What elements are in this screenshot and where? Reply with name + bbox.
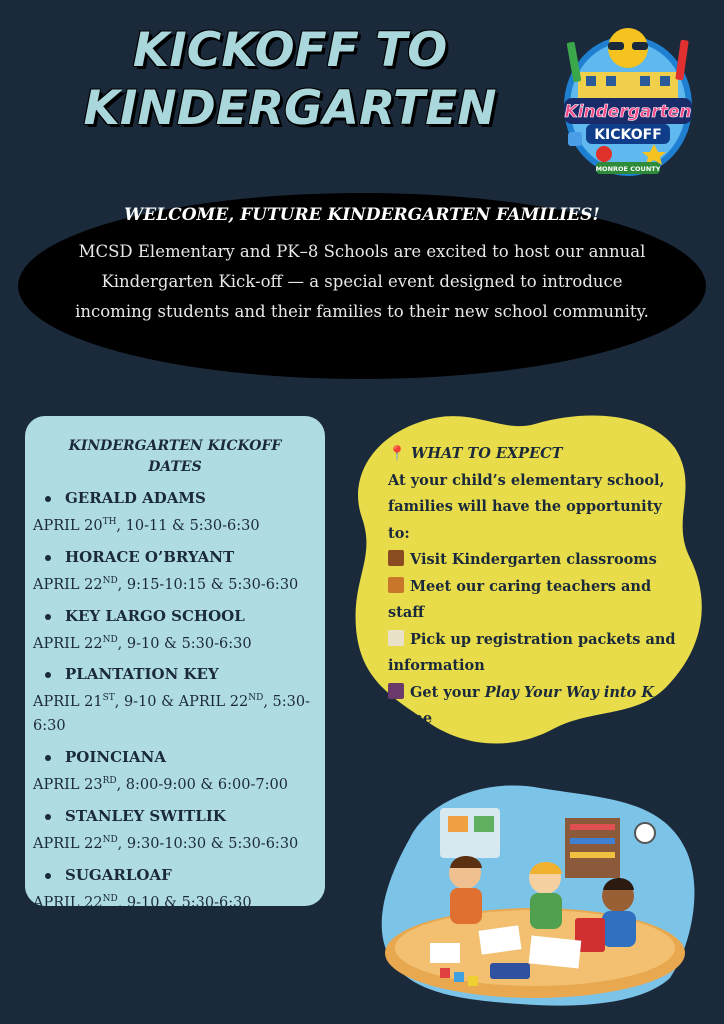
schedule-pre: APRIL 23	[33, 777, 103, 794]
logo-county: MONROE COUNTY	[595, 165, 661, 173]
schedule-sup: TH	[102, 517, 117, 527]
school-schedule	[25, 686, 325, 738]
school-schedule	[25, 828, 325, 856]
school-schedule	[25, 510, 325, 538]
school-schedule	[25, 628, 325, 656]
schedule-pre: APRIL 21	[33, 694, 103, 711]
schedule-post: , 9:30-10:30 & 5:30-6:30	[117, 835, 299, 852]
schedule-pre: APRIL 22	[33, 835, 103, 852]
welcome-body: MCSD Elementary and PK–8 Schools are excited to host our annual Kindergarten Kick-off — a special event designed to introduce incoming students and their families to their new school community.	[75, 242, 649, 321]
logo-text-line2: KICKOFF	[594, 127, 662, 143]
expect-item	[388, 547, 678, 574]
schedule-pre: APRIL 22	[33, 635, 103, 652]
memo-icon	[388, 630, 404, 646]
kickoff-dates-list	[25, 486, 325, 922]
kickoff-school-entry	[25, 486, 325, 538]
expect-item-text: Pick up registration packets and information	[388, 630, 676, 674]
expect-item	[388, 627, 678, 680]
schedule-post2: , 5:30-6:30	[33, 694, 310, 735]
schedule-sup2: ND	[248, 693, 264, 704]
what-to-expect-text	[388, 441, 678, 733]
kickoff-school-entry	[25, 745, 325, 797]
schedule-sup: ND	[102, 575, 118, 586]
what-to-expect-intro: At your child’s elementary school, families will have the opportunity to:	[388, 471, 665, 542]
kickoff-school-entry	[25, 604, 325, 656]
teacher-icon	[388, 577, 404, 593]
schedule-sup: ND	[102, 835, 118, 846]
pin-icon: 📍	[388, 445, 407, 462]
welcome-heading: WELCOME, FUTURE KINDERGARTEN FAMILIES!	[124, 205, 600, 225]
kickoff-school-entry	[25, 545, 325, 597]
kickoff-school-entry	[25, 662, 325, 738]
schedule-post: , 9-10 & 5:30-6:30	[117, 635, 252, 652]
page-title	[30, 22, 550, 138]
what-to-expect-title: WHAT TO EXPECT	[411, 445, 563, 462]
expect-item	[388, 680, 678, 733]
page-title-line2: KINDERGARTEN	[83, 81, 497, 136]
schedule-pre: APRIL 20	[33, 517, 103, 534]
schedule-pre: APRIL 22	[33, 576, 103, 593]
kickoff-dates-title: KINDERGARTEN KICKOFF DATES	[68, 438, 282, 475]
schedule-post: , 9-10 & 5:30-6:30	[117, 894, 252, 911]
expect-item-text: Get your	[410, 683, 485, 701]
expect-item	[388, 574, 678, 627]
school-schedule	[25, 769, 325, 797]
schedule-pre: APRIL 22	[33, 894, 103, 911]
classroom-illustration	[370, 778, 700, 1006]
school-name: PLANTATION KEY	[25, 662, 325, 686]
what-to-expect-heading	[388, 441, 678, 468]
kickoff-school-entry	[25, 863, 325, 915]
expect-item-tail: game	[388, 710, 433, 727]
expect-item-text: Meet our caring teachers and staff	[388, 577, 652, 621]
school-name: STANLEY SWITLIK	[25, 804, 325, 828]
what-to-expect-items	[388, 547, 678, 733]
schedule-post: , 9:15-10:15 & 5:30-6:30	[117, 576, 299, 593]
schedule-post: , 10-11 & 5:30-6:30	[116, 517, 260, 534]
kickoff-school-entry	[25, 804, 325, 856]
schedule-sup: RD	[102, 776, 117, 787]
school-name: POINCIANA	[25, 745, 325, 769]
school-name: SUGARLOAF	[25, 863, 325, 887]
expect-item-emphasis: Play Your Way into K	[484, 683, 654, 701]
schedule-post: , 9-10 & APRIL 22	[114, 694, 249, 711]
school-schedule	[25, 569, 325, 597]
school-name: KEY LARGO SCHOOL	[25, 604, 325, 628]
kickoff-dates-panel	[25, 416, 325, 911]
schedule-sup: ND	[102, 893, 118, 904]
kindergarten-kickoff-logo	[558, 20, 698, 180]
logo-text-line1: Kindergarten	[564, 102, 692, 122]
door-icon	[388, 550, 404, 566]
school-name: GERALD ADAMS	[25, 486, 325, 510]
schedule-post: , 8:00-9:00 & 6:00-7:00	[116, 777, 288, 794]
school-name: HORACE O’BRYANT	[25, 545, 325, 569]
joystick-icon	[388, 683, 404, 699]
school-schedule	[25, 887, 325, 915]
page-title-line1: KICKOFF TO	[132, 23, 448, 78]
schedule-sup: ST	[102, 693, 115, 704]
schedule-sup: ND	[102, 634, 118, 645]
expect-item-text: Visit Kindergarten classrooms	[410, 551, 657, 568]
